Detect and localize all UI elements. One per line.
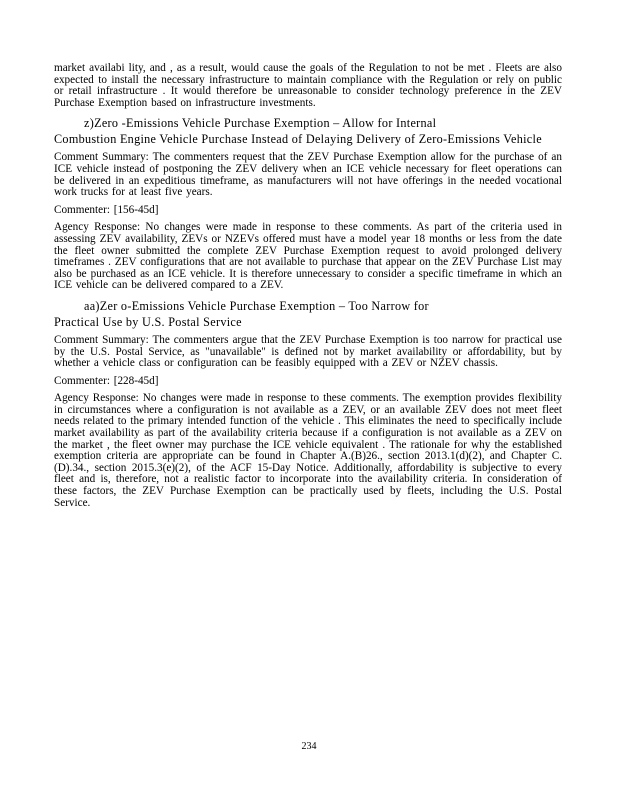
section-aa-heading-line1: aa)Zer o-Emissions Vehicle Purchase Exemption – Too Narrow for [84, 298, 429, 313]
section-aa-agency-response: Agency Response: No changes were made in response to these comments. The exemption provides flexibility in circumstances where a configuration is not available as a ZEV, or an available ZEV does not meet fleet needs related to the primary intended function of the vehicle . This eliminates the need to specifically include market availability as part of the availability criteria because if a configuration is not available as a ZEV on the market , the fleet owner may purchase the ICE vehicle equivalent . The rationale for why the established exemption criteria are appropriate can be found in Chapter A.(B)26., section 2013.1(d)(2), and Chapter C.(D).34., section 2015.3(e)(2), of the ACF 15-Day Notice. Additionally, affordability is subjective to every fleet and is, therefore, not a realistic factor to incorporate into the availability criteria. In consideration of these factors, the ZEV Purchase Exemption can be practically used by fleets, including the U.S. Postal Service. [54, 392, 562, 509]
section-z-heading-line2: Combustion Engine Vehicle Purchase Instead of Delaying Delivery of Zero-Emissions Vehicle [54, 132, 542, 147]
section-aa-comment-summary: Comment Summary: The commenters argue that the ZEV Purchase Exemption is too narrow for practical use by the U.S. Postal Service, as "unavailable" is defined not by market availability or affordability, but by whether a vehicle class or configuration can be feasibly equipped with a ZEV or NZEV chassis. [54, 333, 562, 370]
document-page [54, 63, 562, 509]
section-z-heading-line1: z)Zero -Emissions Vehicle Purchase Exemption – Allow for Internal [84, 116, 437, 131]
section-z-agency-response: Agency Response: No changes were made in response to these comments. As part of the criteria used in assessing ZEV availability, ZEVs or NZEVs offered must have a model year 18 months or less from the date the fleet owner submitted the complete ZEV Purchase Exemption request to avoid prolonged delivery timeframes . ZEV configurations that are not available to purchase that appear on the ZEV Purchase List may also be purchased as an ICE vehicle. It is therefore unnecessary to consider a specific timeframe in which an ICE vehicle can be delivered compared to a ZEV. [54, 221, 562, 292]
section-z-comment-summary: Comment Summary: The commenters request that the ZEV Purchase Exemption allow for the purchase of an ICE vehicle instead of postponing the ZEV delivery when an ICE vehicle necessary for fleet operations can be delivered in an expeditious timeframe, as manufacturers will not have offerings in the needed vocational work trucks for at least five years. [54, 151, 562, 199]
section-z-heading [54, 115, 562, 147]
section-aa-heading-line2: Practical Use by U.S. Postal Service [54, 314, 242, 329]
intro-paragraph: market availabi lity, and , as a result, would cause the goals of the Regulation to not be met . Fleets are also expected to install the necessary infrastructure to maintain compliance with the Regulation or rely on public or retail infrastructure . It would therefore be unreasonable to consider technology preference in the ZEV Purchase Exemption based on infrastructure investments. [54, 62, 562, 109]
section-z-commenter: Commenter: [156-45d] [54, 203, 159, 216]
page-number: 234 [301, 741, 317, 752]
section-aa-commenter: Commenter: [228-45d] [54, 374, 159, 387]
section-aa-heading [54, 298, 562, 330]
